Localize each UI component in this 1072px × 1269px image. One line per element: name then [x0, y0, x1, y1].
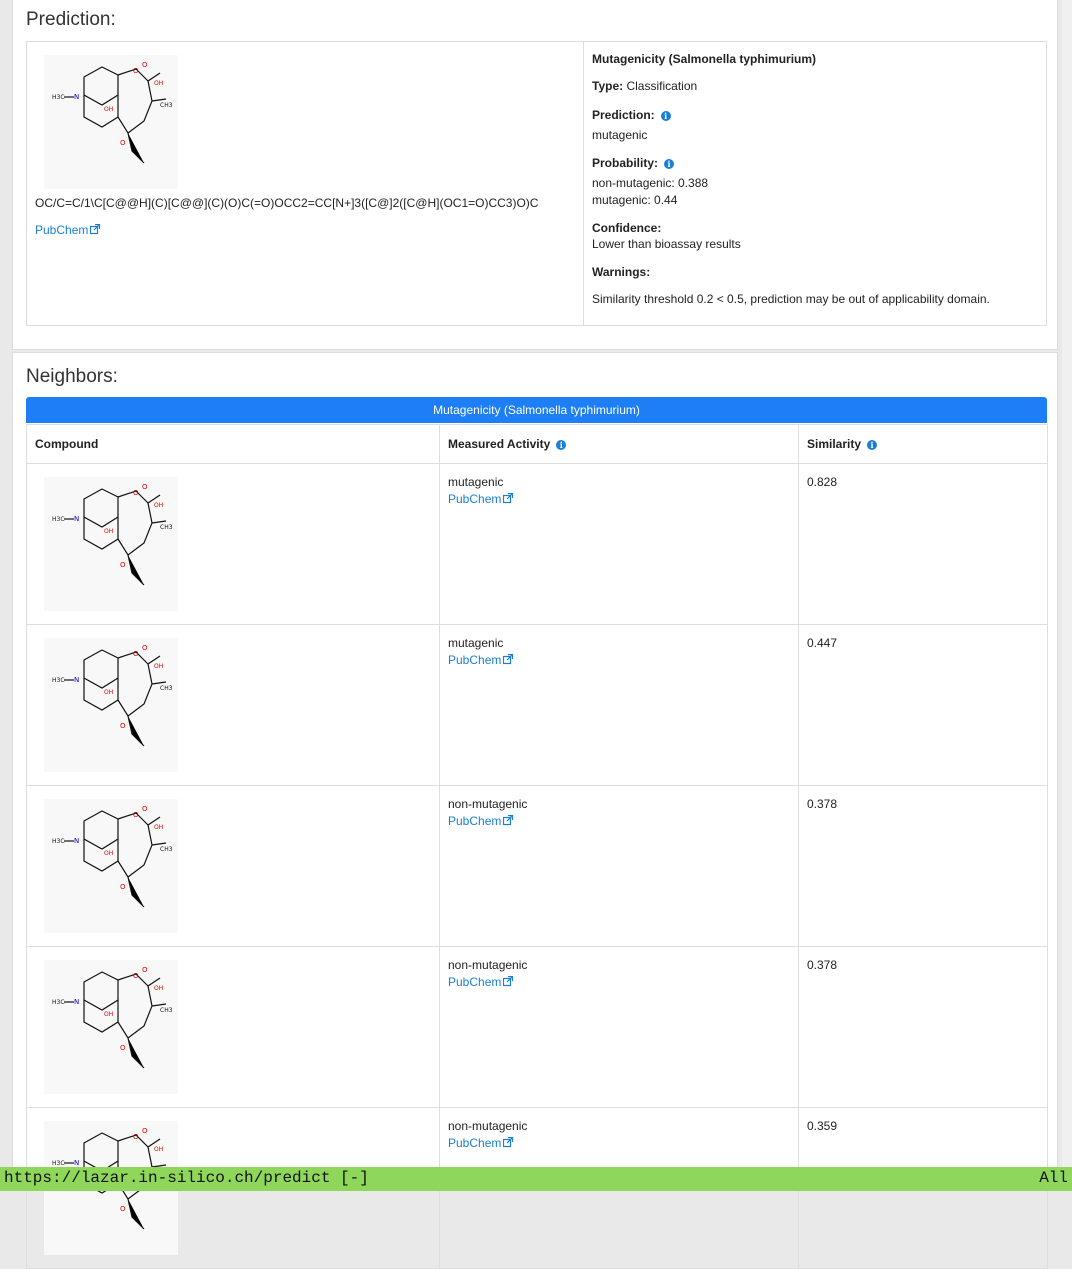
column-header-compound: Compound — [27, 425, 440, 464]
compound-column — [27, 42, 584, 325]
measured-activity-value: non-mutagenic — [448, 1119, 528, 1133]
measured-activity-value: mutagenic — [448, 475, 504, 489]
similarity-cell — [799, 786, 1048, 947]
similarity-value: 0.378 — [807, 797, 838, 811]
neighbors-title: Neighbors: — [26, 366, 118, 387]
activity-cell — [440, 786, 799, 947]
probability-label-row — [592, 156, 674, 170]
external-link-icon — [503, 976, 514, 987]
prediction-label: Prediction: — [592, 108, 655, 122]
prediction-value: mutagenic — [592, 128, 648, 142]
warnings-label: Warnings: — [592, 265, 651, 279]
pubchem-link[interactable] — [35, 223, 101, 237]
pubchem-link[interactable] — [448, 1136, 514, 1150]
neighbors-panel — [12, 352, 1058, 1182]
pubchem-link-label: PubChem — [35, 223, 89, 237]
compound-cell — [27, 625, 440, 786]
external-link-icon — [503, 815, 514, 826]
compound-cell — [27, 786, 440, 947]
type-value: Classification — [626, 79, 698, 93]
prediction-details — [592, 42, 1042, 325]
status-bar — [0, 1167, 1072, 1191]
external-link-icon — [90, 224, 101, 235]
pubchem-link-label: PubChem — [448, 492, 502, 506]
similarity-cell — [799, 947, 1048, 1108]
endpoint-header-bar: Mutagenicity (Salmonella typhimurium) — [26, 397, 1047, 423]
type-label: Type: — [592, 79, 624, 93]
external-link-icon — [503, 493, 514, 504]
pubchem-link[interactable] — [448, 814, 514, 828]
info-icon[interactable]: i — [867, 440, 877, 450]
probability-label: Probability: — [592, 156, 659, 170]
activity-cell — [440, 947, 799, 1108]
prediction-panel — [12, 0, 1058, 350]
pubchem-link-label: PubChem — [448, 653, 502, 667]
compound-structure-image — [44, 799, 178, 933]
status-position: All — [1039, 1169, 1068, 1187]
compound-structure-image — [44, 55, 178, 189]
table-row — [27, 464, 1048, 625]
table-row — [27, 786, 1048, 947]
info-icon[interactable]: i — [664, 159, 674, 169]
warnings-value: Similarity threshold 0.2 < 0.5, prediction may be out of applicability domain. — [592, 292, 990, 306]
type-row — [592, 79, 697, 93]
probability-mutagenic: mutagenic: 0.44 — [592, 193, 678, 207]
confidence-label: Confidence: — [592, 221, 662, 235]
column-header-similarity: Similarity i — [799, 425, 1048, 464]
external-link-icon — [503, 654, 514, 665]
measured-activity-value: non-mutagenic — [448, 958, 528, 972]
pubchem-link-label: PubChem — [448, 814, 502, 828]
neighbors-table — [26, 424, 1048, 1269]
probability-nonmutagenic: non-mutagenic: 0.388 — [592, 176, 709, 190]
external-link-icon — [503, 1137, 514, 1148]
pubchem-link-label: PubChem — [448, 1136, 502, 1150]
activity-cell — [440, 625, 799, 786]
prediction-label-row — [592, 108, 671, 122]
measured-activity-value: mutagenic — [448, 636, 504, 650]
activity-cell — [440, 464, 799, 625]
similarity-cell — [799, 625, 1048, 786]
compound-structure-image — [44, 960, 178, 1094]
table-row — [27, 625, 1048, 786]
pubchem-link[interactable] — [448, 653, 514, 667]
info-icon[interactable]: i — [556, 440, 566, 450]
column-header-measured-activity: Measured Activity i — [440, 425, 799, 464]
prediction-box — [26, 41, 1047, 326]
compound-cell — [27, 464, 440, 625]
info-icon[interactable]: i — [661, 111, 671, 121]
measured-activity-value: non-mutagenic — [448, 797, 528, 811]
similarity-value: 0.359 — [807, 1119, 838, 1133]
similarity-value: 0.378 — [807, 958, 838, 972]
confidence-value: Lower than bioassay results — [592, 237, 741, 251]
compound-structure-image — [44, 638, 178, 772]
pubchem-link[interactable] — [448, 492, 514, 506]
similarity-value: 0.447 — [807, 636, 838, 650]
table-header-row — [27, 425, 1048, 464]
status-url: https://lazar.in-silico.ch/predict [-] — [4, 1169, 369, 1187]
similarity-value: 0.828 — [807, 475, 838, 489]
table-row — [27, 947, 1048, 1108]
similarity-cell — [799, 464, 1048, 625]
smiles-string: OC/C=C/1\C[C@@H](C)[C@@](C)(O)C(=O)OCC2=CC[N+]3([C@]2([C@H](OC1=O)CC3)O)C — [35, 196, 539, 210]
prediction-title: Prediction: — [26, 9, 116, 30]
compound-cell — [27, 947, 440, 1108]
pubchem-link[interactable] — [448, 975, 514, 989]
scrollbar[interactable] — [1062, 0, 1072, 1167]
pubchem-link-label: PubChem — [448, 975, 502, 989]
compound-structure-image — [44, 477, 178, 611]
endpoint-name: Mutagenicity (Salmonella typhimurium) — [592, 52, 817, 66]
